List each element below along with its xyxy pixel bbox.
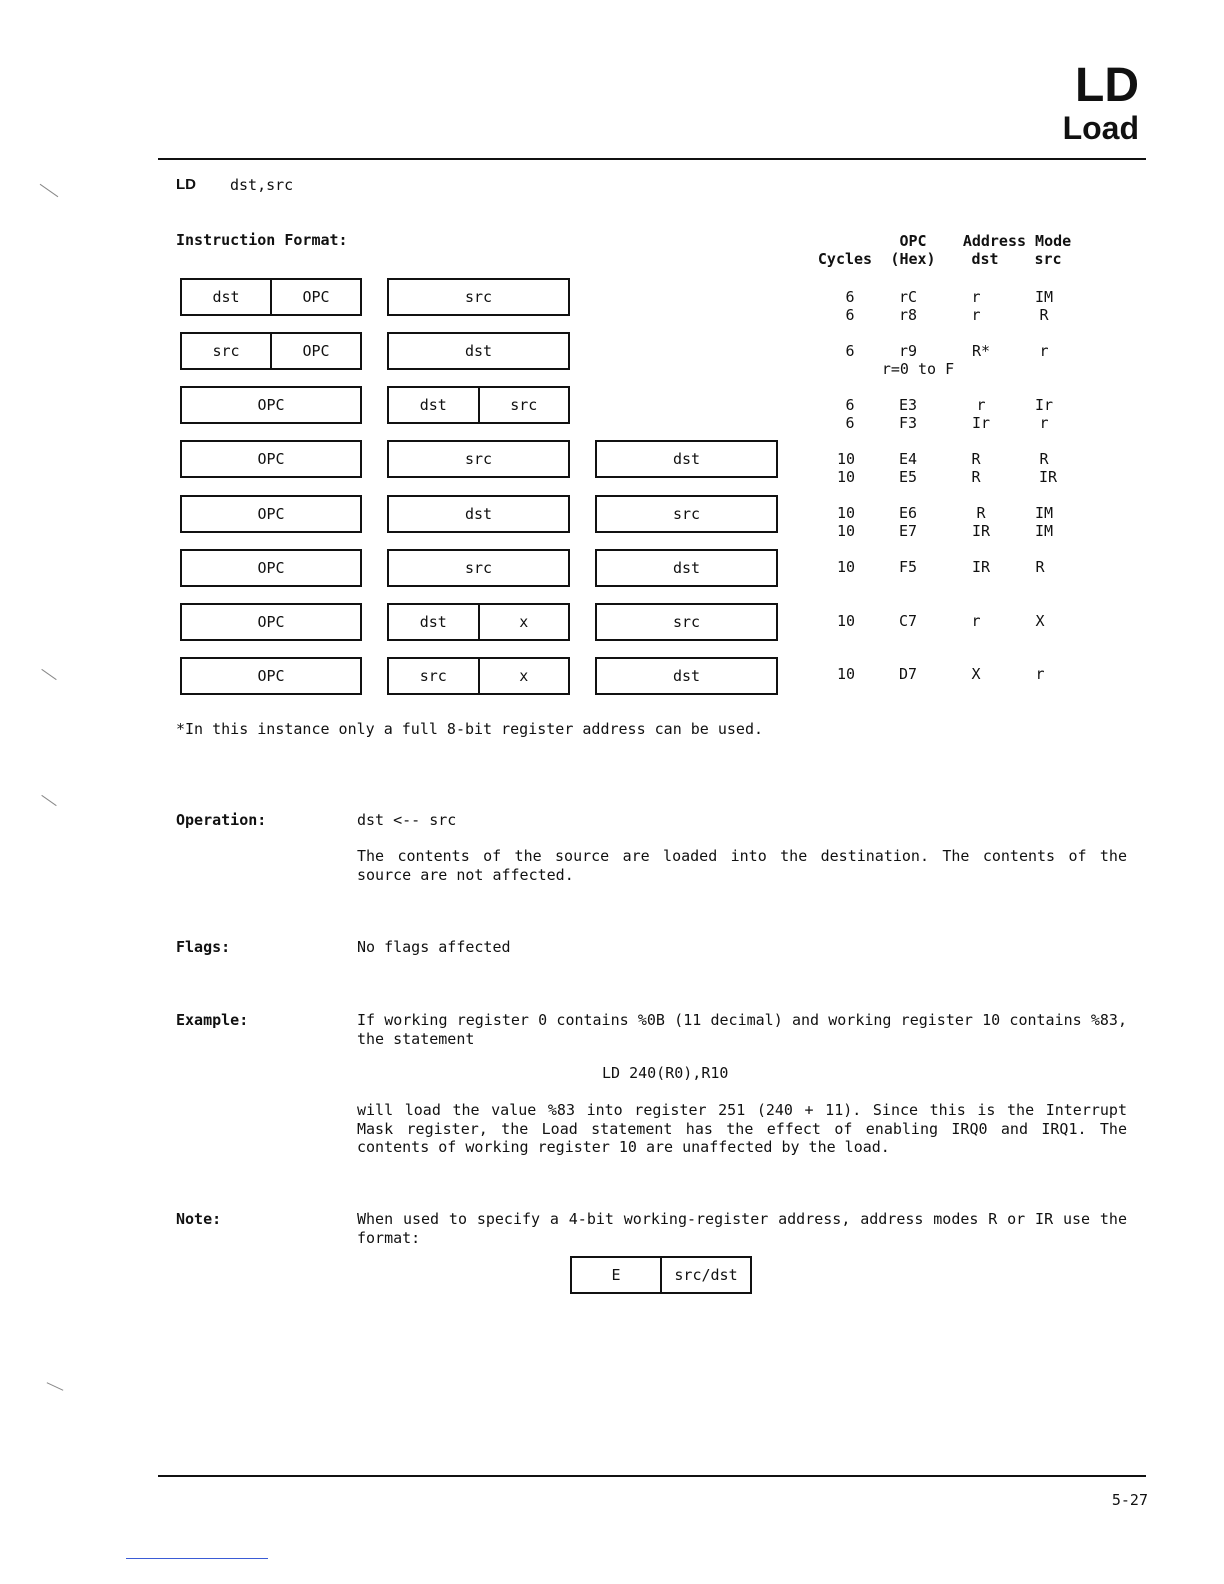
field-cell: src	[672, 613, 701, 631]
page-title: LD	[1075, 59, 1139, 112]
flags-label: Flags:	[176, 938, 231, 956]
cycles-value: 10	[836, 450, 856, 468]
format-footnote: *In this instance only a full 8-bit register address can be used.	[176, 720, 763, 738]
field-cell: OPC	[257, 559, 285, 577]
cycles-value: 6	[845, 396, 855, 414]
opc-value: D7	[898, 665, 918, 683]
src-mode: IR	[1038, 468, 1058, 486]
opc-value: E4	[898, 450, 918, 468]
format-box	[595, 549, 778, 587]
page-number: 5-27	[1111, 1491, 1148, 1509]
example-code: LD 240(R0),R10	[602, 1064, 729, 1082]
field-cell: src	[464, 288, 493, 306]
operation-expr: dst <-- src	[357, 811, 457, 829]
format-box	[180, 440, 362, 478]
scan-underline	[126, 1558, 268, 1559]
field-cell: x	[478, 659, 569, 693]
dst-mode: R	[976, 504, 986, 522]
field-cell: src	[212, 342, 240, 360]
field-cell: src	[464, 450, 493, 468]
dst-mode: Ir	[971, 414, 991, 432]
top-rule	[158, 158, 1146, 160]
format-box	[595, 440, 778, 478]
src-mode: R	[1039, 306, 1049, 324]
field-cell: src	[419, 667, 447, 685]
src-mode: R	[1035, 558, 1045, 576]
format-box	[387, 603, 570, 641]
cycles-value: 10	[836, 468, 856, 486]
format-box	[387, 495, 570, 533]
page-subtitle: Load	[1062, 110, 1139, 146]
field-cell: OPC	[257, 667, 285, 685]
field-cell: dst	[464, 342, 493, 360]
format-box	[595, 657, 778, 695]
format-box	[595, 495, 778, 533]
example-label: Example:	[176, 1011, 249, 1029]
opc-value: E7	[898, 522, 918, 540]
bottom-rule	[158, 1475, 1146, 1477]
dst-mode: r	[971, 306, 981, 324]
format-box	[387, 278, 570, 316]
dst-mode: IR	[971, 558, 991, 576]
src-mode: IM	[1034, 504, 1054, 522]
dst-mode: R	[971, 468, 981, 486]
dst-mode: r	[976, 396, 986, 414]
format-box	[180, 495, 362, 533]
col-cycles: Cycles	[817, 250, 873, 268]
opc-range-note: r=0 to F	[881, 360, 955, 378]
cycles-value: 10	[836, 504, 856, 522]
cycles-value: 10	[836, 665, 856, 683]
field-cell: dst	[672, 450, 701, 468]
field-cell: dst	[672, 667, 701, 685]
format-box	[180, 657, 362, 695]
opc-value: E3	[898, 396, 918, 414]
cycles-value: 10	[836, 522, 856, 540]
field-cell: E	[611, 1266, 621, 1284]
col-opc-bottom: (Hex)	[890, 250, 936, 268]
format-box	[180, 603, 362, 641]
operation-text: The contents of the source are loaded into the destination. The contents of the source are not affected.	[357, 847, 1127, 884]
src-mode: Ir	[1034, 396, 1054, 414]
format-box	[180, 332, 362, 370]
field-cell: OPC	[270, 334, 360, 368]
format-box	[180, 549, 362, 587]
scan-mark	[41, 669, 56, 680]
format-box	[387, 440, 570, 478]
note-label: Note:	[176, 1210, 222, 1228]
dst-mode: X	[971, 665, 981, 683]
note-format-box	[570, 1256, 752, 1294]
cycles-value: 10	[836, 558, 856, 576]
dst-mode: R	[971, 450, 981, 468]
format-box	[387, 549, 570, 587]
format-box	[387, 386, 570, 424]
opc-value: r9	[898, 342, 918, 360]
dst-mode: r	[971, 288, 981, 306]
src-mode: r	[1039, 342, 1049, 360]
field-cell: OPC	[270, 280, 360, 314]
src-mode: R	[1039, 450, 1049, 468]
scan-mark	[41, 795, 56, 806]
format-box	[387, 332, 570, 370]
field-cell: dst	[672, 559, 701, 577]
field-cell: dst	[212, 288, 240, 306]
field-cell: OPC	[257, 450, 285, 468]
dst-mode: IR	[971, 522, 991, 540]
syntax-op: LD	[176, 176, 196, 193]
field-cell: OPC	[257, 613, 285, 631]
cycles-value: 6	[845, 342, 855, 360]
format-heading: Instruction Format:	[176, 231, 348, 249]
syntax-operands: dst,src	[230, 176, 294, 194]
cycles-value: 6	[845, 288, 855, 306]
opc-value: C7	[898, 612, 918, 630]
field-cell: OPC	[257, 505, 285, 523]
src-mode: r	[1039, 414, 1049, 432]
flags-text: No flags affected	[357, 938, 511, 956]
field-cell: OPC	[257, 396, 285, 414]
operation-label: Operation:	[176, 811, 267, 829]
src-mode: IM	[1034, 288, 1054, 306]
dst-mode: R*	[971, 342, 991, 360]
col-src: src	[1034, 250, 1062, 268]
opc-value: E6	[898, 504, 918, 522]
cycles-value: 6	[845, 414, 855, 432]
field-cell: src	[672, 505, 701, 523]
col-opc-top: OPC	[899, 232, 927, 250]
field-cell: dst	[419, 396, 447, 414]
col-address-mode: Address Mode	[962, 232, 1072, 250]
scan-mark	[40, 184, 59, 197]
field-cell: x	[478, 605, 569, 639]
dst-mode: r	[971, 612, 981, 630]
opc-value: E5	[898, 468, 918, 486]
scan-mark	[47, 1382, 64, 1391]
field-cell: dst	[464, 505, 493, 523]
format-box	[180, 278, 362, 316]
format-box	[387, 657, 570, 695]
cycles-value: 10	[836, 612, 856, 630]
opc-value: F3	[898, 414, 918, 432]
field-cell: src	[478, 388, 569, 422]
format-box	[595, 603, 778, 641]
example-text-2: will load the value %83 into register 251 (240 + 11). Since this is the Interrupt Mask register, the Load statement has the effect of enabling IRQ0 and IRQ1. The contents of working register 10 are unaffected by the load.	[357, 1101, 1127, 1156]
field-cell: dst	[419, 613, 447, 631]
src-mode: r	[1035, 665, 1045, 683]
example-text-1: If working register 0 contains %0B (11 decimal) and working register 10 contains %83, the statement	[357, 1011, 1127, 1048]
field-cell: src/dst	[660, 1258, 750, 1292]
src-mode: X	[1035, 612, 1045, 630]
note-text: When used to specify a 4-bit working-register address, address modes R or IR use the format:	[357, 1210, 1127, 1247]
field-cell: src	[464, 559, 493, 577]
col-dst: dst	[971, 250, 999, 268]
src-mode: IM	[1034, 522, 1054, 540]
cycles-value: 6	[845, 306, 855, 324]
opc-value: r8	[898, 306, 918, 324]
opc-value: rC	[898, 288, 918, 306]
format-box	[180, 386, 362, 424]
opc-value: F5	[898, 558, 918, 576]
